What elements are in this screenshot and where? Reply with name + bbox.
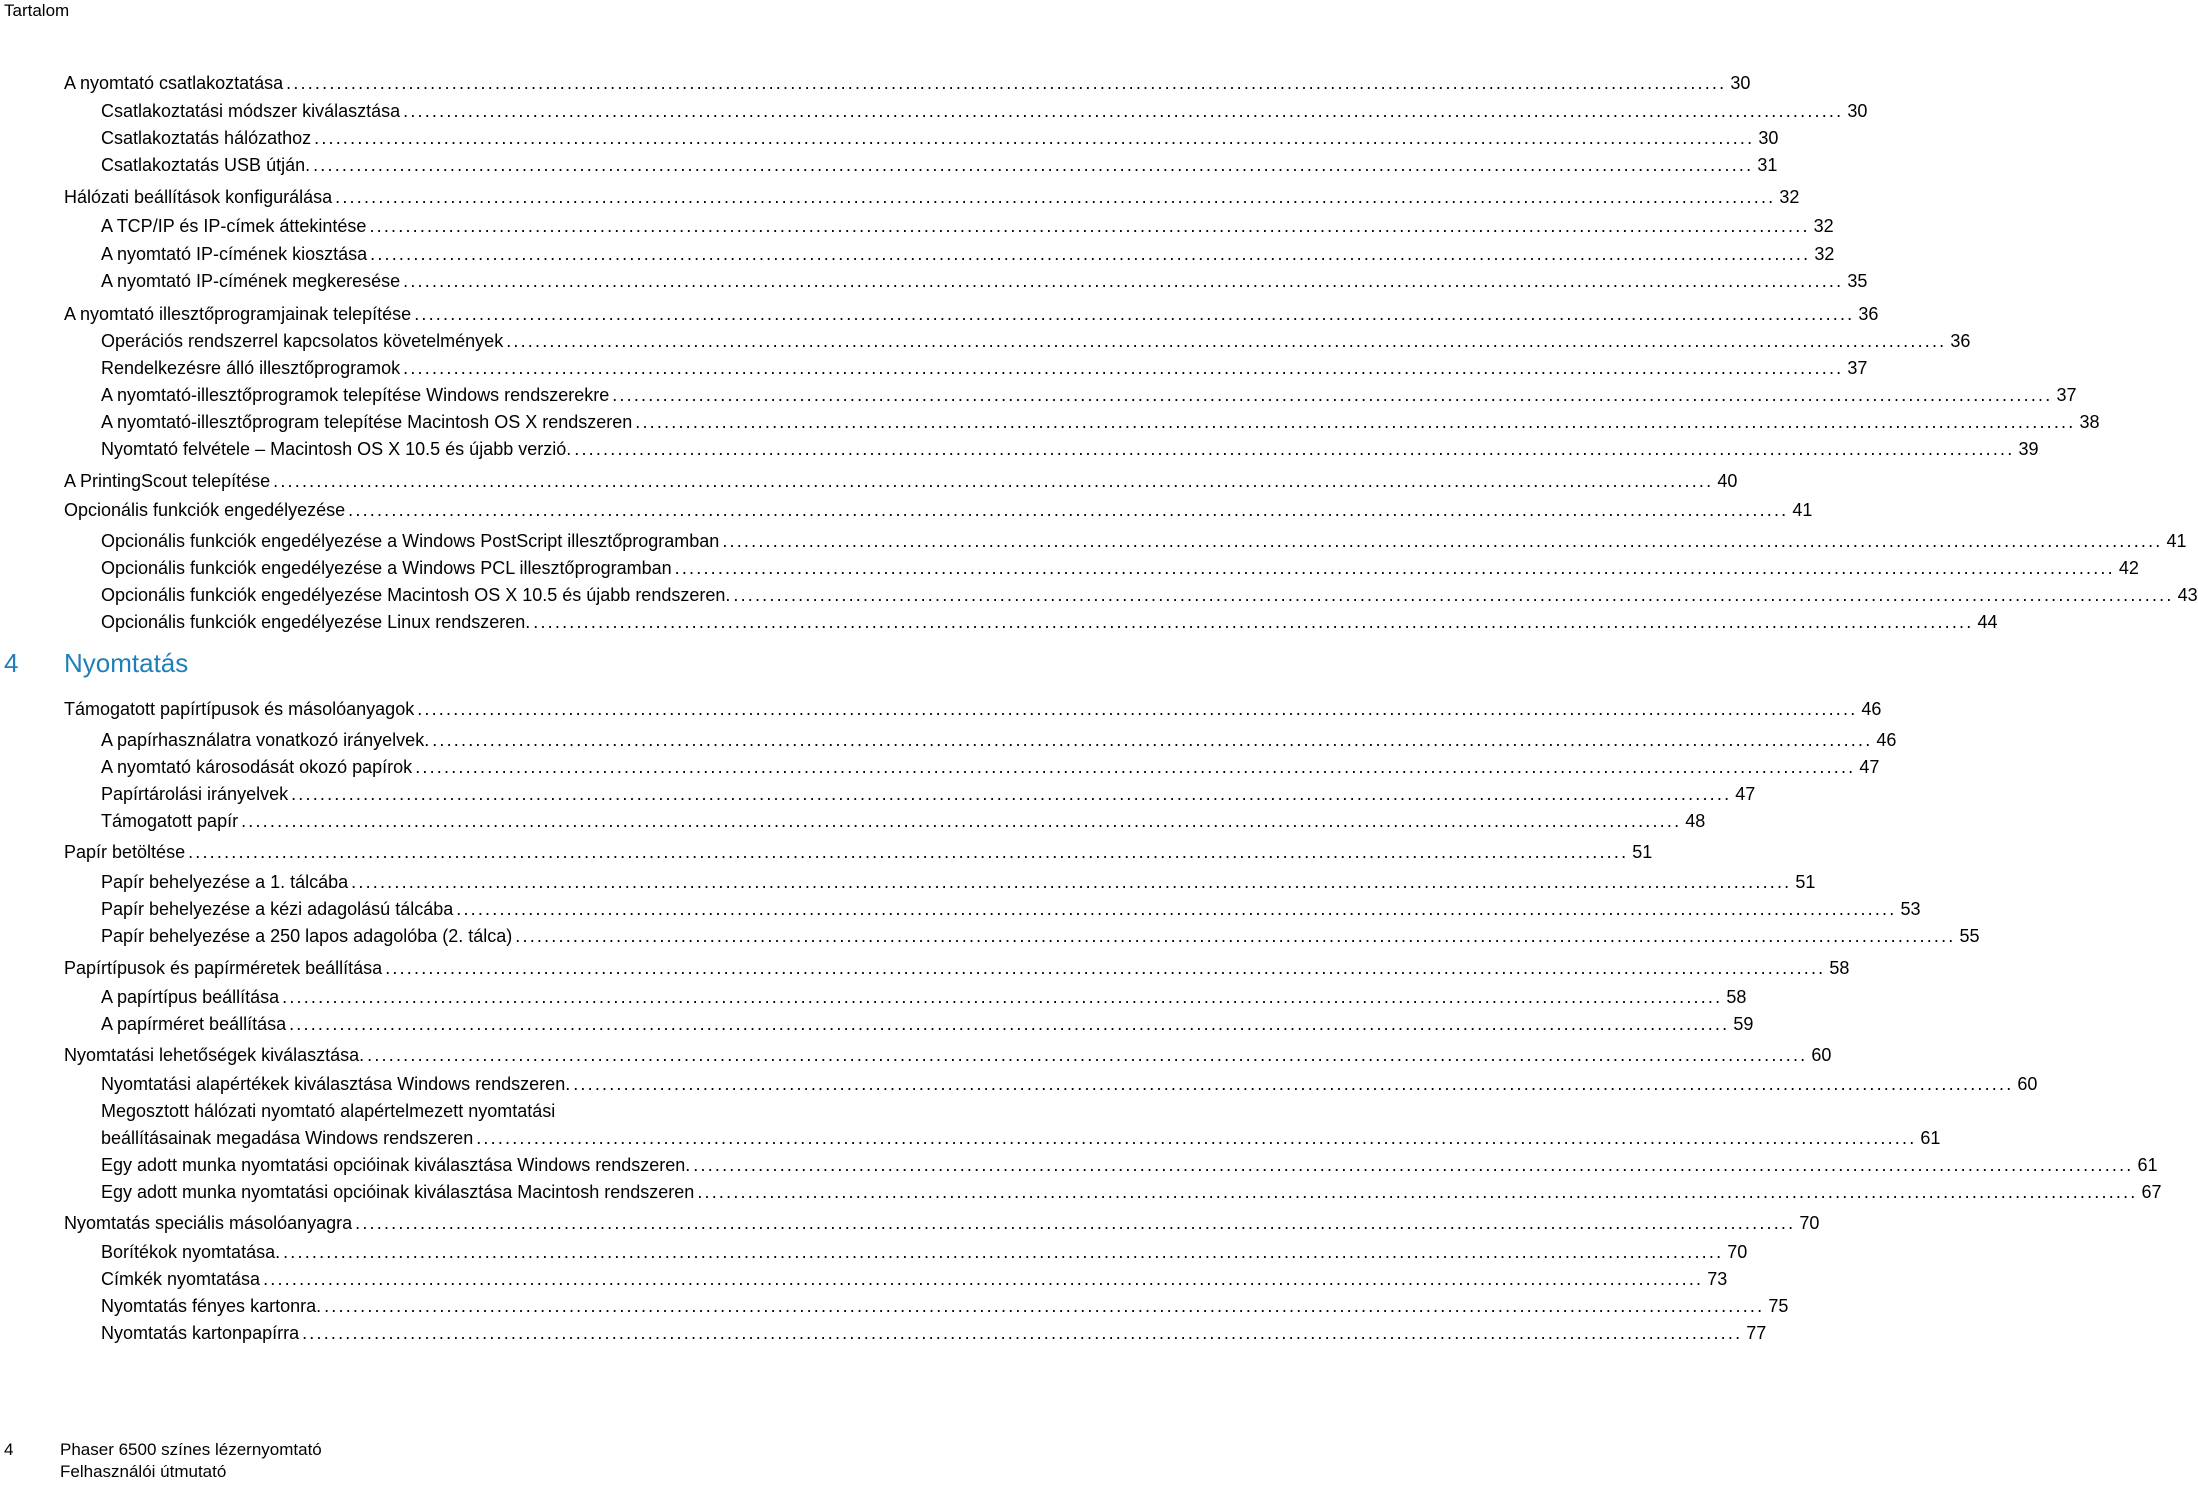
toc-dot-leader: ........................................................................................................................................................................................................ xyxy=(314,128,1755,148)
toc-page-number[interactable]: 38 xyxy=(2079,412,2100,432)
toc-dot-leader: ........................................................................................................................................................................................................ xyxy=(403,271,1844,291)
toc-subsection-entry[interactable] xyxy=(101,584,2198,606)
toc-dot-leader: ........................................................................................................................................................................................................ xyxy=(693,1155,2134,1175)
toc-page-number[interactable]: 32 xyxy=(1779,187,1800,207)
toc-section-entry[interactable] xyxy=(64,698,1882,720)
toc-section-entry[interactable] xyxy=(64,186,1800,208)
toc-subsection-entry[interactable] xyxy=(101,1127,1941,1149)
toc-page-number[interactable]: 32 xyxy=(1813,216,1834,236)
toc-subsection-entry[interactable] xyxy=(101,611,1998,633)
toc-subsection-entry[interactable] xyxy=(101,530,2187,552)
toc-page-number[interactable]: 61 xyxy=(1920,1128,1941,1148)
toc-entry-title[interactable]: A PrintingScout telepítése xyxy=(64,471,271,491)
footer-manual-name: Felhasználói útmutató xyxy=(60,1462,227,1481)
toc-page-number[interactable]: 59 xyxy=(1733,1014,1754,1034)
toc-section-entry[interactable] xyxy=(64,72,1751,94)
toc-subsection-entry[interactable] xyxy=(101,1013,1754,1035)
toc-page-number[interactable]: 37 xyxy=(2056,385,2077,405)
toc-dot-leader: ........................................................................................................................................................................................................ xyxy=(476,1128,1917,1148)
toc-subsection-entry[interactable] xyxy=(101,1268,1728,1290)
toc-entry-title[interactable]: A nyomtató illesztőprogramjainak telepítése xyxy=(64,304,412,324)
toc-subsection-entry[interactable] xyxy=(101,243,1835,265)
toc-dot-leader: ........................................................................................................................................................................................................ xyxy=(674,558,2115,578)
toc-entry-title[interactable]: Opcionális funkciók engedélyezése Macintosh OS X 10.5 és újabb rendszeren. xyxy=(101,585,731,605)
toc-section-entry[interactable] xyxy=(64,957,1850,979)
toc-dot-leader: ........................................................................................................................................................................................................ xyxy=(302,1323,1743,1343)
toc-page-number[interactable]: 41 xyxy=(1792,500,1813,520)
toc-entry-title[interactable]: Támogatott papírtípusok és másolóanyagok xyxy=(64,699,415,719)
toc-entry-title[interactable]: Papírtárolási irányelvek xyxy=(101,784,289,804)
toc-subsection-entry[interactable] xyxy=(101,1322,1767,1344)
toc-entry-title[interactable]: A nyomtató csatlakoztatása xyxy=(64,73,284,93)
toc-page-number[interactable]: 30 xyxy=(1730,73,1751,93)
toc-entry-title[interactable]: A papírméret beállítása xyxy=(101,1014,287,1034)
toc-page-number[interactable]: 77 xyxy=(1746,1323,1767,1343)
toc-dot-leader: ........................................................................................................................................................................................................ xyxy=(289,1014,1730,1034)
toc-dot-leader: ........................................................................................................................................................................................................ xyxy=(335,187,1776,207)
toc-subsection-entry[interactable] xyxy=(101,1154,2158,1176)
toc-dot-leader: ........................................................................................................................................................................................................ xyxy=(369,216,1810,236)
toc-page-number[interactable]: 36 xyxy=(1950,331,1971,351)
toc-subsection-entry[interactable] xyxy=(101,1181,2162,1203)
toc-dot-leader: ........................................................................................................................................................................................................ xyxy=(635,412,2076,432)
toc-entry-title[interactable]: A nyomtató-illesztőprogram telepítése Macintosh OS X rendszeren xyxy=(101,412,633,432)
toc-dot-leader: ........................................................................................................................................................................................................ xyxy=(351,872,1792,892)
toc-entry-title[interactable]: Papír behelyezése a 250 lapos adagolóba (2. tálca) xyxy=(101,926,513,946)
toc-entry-title[interactable]: Opcionális funkciók engedélyezése a Windows PCL illesztőprogramban xyxy=(101,558,672,578)
toc-dot-leader: ........................................................................................................................................................................................................ xyxy=(291,784,1732,804)
toc-page-number[interactable]: 30 xyxy=(1758,128,1779,148)
toc-entry-title[interactable]: Nyomtató felvétele – Macintosh OS X 10.5 és újabb verzió. xyxy=(101,439,572,459)
toc-subsection-entry[interactable] xyxy=(101,783,1756,805)
toc-dot-leader: ........................................................................................................................................................................................................ xyxy=(282,987,1723,1007)
toc-dot-leader: ........................................................................................................................................................................................................ xyxy=(414,304,1855,324)
chapter-number: 4 xyxy=(4,648,19,678)
toc-subsection-entry[interactable] xyxy=(101,270,1868,292)
toc-page-number[interactable]: 60 xyxy=(1811,1045,1832,1065)
toc-dot-leader: ........................................................................................................................................................................................................ xyxy=(188,842,1629,862)
toc-entry-title[interactable]: Támogatott papír xyxy=(101,811,239,831)
toc-subsection-entry[interactable] xyxy=(101,925,1980,947)
toc-dot-leader: ........................................................................................................................................................................................................ xyxy=(355,1213,1796,1233)
toc-page-number[interactable]: 47 xyxy=(1859,757,1880,777)
toc-subsection-entry[interactable] xyxy=(101,557,2139,579)
toc-entry-title[interactable]: Papírtípusok és papírméretek beállítása xyxy=(64,958,383,978)
toc-page-number[interactable]: 53 xyxy=(1900,899,1921,919)
toc-section-entry[interactable] xyxy=(64,303,1879,325)
toc-dot-leader: ........................................................................................................................................................................................................ xyxy=(506,331,1947,351)
toc-page-number[interactable]: 36 xyxy=(1858,304,1879,324)
toc-dot-leader: ........................................................................................................................................................................................................ xyxy=(241,811,1682,831)
toc-entry-title[interactable]: Rendelkezésre álló illesztőprogramok xyxy=(101,358,401,378)
toc-entry-title[interactable]: A nyomtató-illesztőprogramok telepítése Windows rendszerekre xyxy=(101,385,610,405)
toc-page-number[interactable]: 55 xyxy=(1959,926,1980,946)
toc-entry-title[interactable]: A nyomtató károsodását okozó papírok xyxy=(101,757,413,777)
toc-dot-leader: ........................................................................................................................................................................................................ xyxy=(286,73,1727,93)
toc-entry-title[interactable]: A papírhasználatra vonatkozó irányelvek. xyxy=(101,730,430,750)
toc-entry-title[interactable]: A TCP/IP és IP-címek áttekintése xyxy=(101,216,367,236)
toc-dot-leader: ........................................................................................................................................................................................................ xyxy=(313,155,1754,175)
toc-entry-title[interactable]: A nyomtató IP-címének megkeresése xyxy=(101,271,401,291)
toc-dot-leader: ........................................................................................................................................................................................................ xyxy=(370,244,1811,264)
toc-entry-title[interactable]: Nyomtatási lehetőségek kiválasztása. xyxy=(64,1045,365,1065)
toc-dot-leader: ........................................................................................................................................................................................................ xyxy=(283,1242,1724,1262)
toc-page-number[interactable]: 41 xyxy=(2166,531,2187,551)
toc-entry-title[interactable]: Csatlakoztatás hálózathoz xyxy=(101,128,312,148)
toc-dot-leader: ........................................................................................................................................................................................................ xyxy=(733,585,2174,605)
toc-dot-leader: ........................................................................................................................................................................................................ xyxy=(574,439,2015,459)
footer-product-name: Phaser 6500 színes lézernyomtató xyxy=(60,1440,322,1459)
toc-entry-title[interactable]: Papír betöltése xyxy=(64,842,186,862)
toc-dot-leader: ........................................................................................................................................................................................................ xyxy=(722,531,2163,551)
toc-subsection-entry[interactable] xyxy=(101,1073,2038,1095)
toc-page-number[interactable]: 48 xyxy=(1685,811,1706,831)
toc-subsection-entry[interactable] xyxy=(101,411,2100,433)
toc-subsection-entry[interactable] xyxy=(101,871,1816,893)
toc-entry-title[interactable]: A papírtípus beállítása xyxy=(101,987,280,1007)
toc-page-number[interactable]: 31 xyxy=(1757,155,1778,175)
toc-dot-leader: ........................................................................................................................................................................................................ xyxy=(417,699,1858,719)
toc-dot-leader: ........................................................................................................................................................................................................ xyxy=(432,730,1873,750)
toc-dot-leader: ........................................................................................................................................................................................................ xyxy=(573,1074,2014,1094)
toc-page-number[interactable]: 35 xyxy=(1847,271,1868,291)
toc-subsection-entry[interactable] xyxy=(101,438,2039,460)
toc-entry-title[interactable]: Nyomtatás kartonpapírra xyxy=(101,1323,300,1343)
toc-subsection-entry[interactable] xyxy=(101,357,1868,379)
toc-page-number[interactable]: 70 xyxy=(1799,1213,1820,1233)
toc-page-number[interactable]: 58 xyxy=(1726,987,1747,1007)
toc-dot-leader: ........................................................................................................................................................................................................ xyxy=(403,358,1844,378)
footer-page-number: 4 xyxy=(4,1440,14,1459)
toc-section-entry[interactable] xyxy=(64,1044,1832,1066)
toc-page-number[interactable]: 44 xyxy=(1977,612,1998,632)
toc-entry-title[interactable]: Borítékok nyomtatása. xyxy=(101,1242,281,1262)
toc-entry-title-line[interactable]: Megosztott hálózati nyomtató alapértelmezett nyomtatási xyxy=(101,1101,556,1121)
toc-page-number[interactable]: 32 xyxy=(1814,244,1835,264)
toc-page-number[interactable]: 58 xyxy=(1829,958,1850,978)
toc-page-number[interactable]: 51 xyxy=(1795,872,1816,892)
toc-entry-title[interactable]: beállításainak megadása Windows rendszeren xyxy=(101,1128,474,1148)
toc-entry-title[interactable]: Opcionális funkciók engedélyezése a Windows PostScript illesztőprogramban xyxy=(101,531,720,551)
toc-dot-leader: ........................................................................................................................................................................................................ xyxy=(515,926,1956,946)
toc-entry-title[interactable]: Csatlakoztatás USB útján. xyxy=(101,155,311,175)
toc-subsection-entry[interactable] xyxy=(101,756,1880,778)
toc-page-number[interactable]: 60 xyxy=(2017,1074,2038,1094)
toc-page-number[interactable]: 67 xyxy=(2141,1182,2162,1202)
toc-subsection-entry[interactable] xyxy=(101,898,1921,920)
toc-dot-leader: ........................................................................................................................................................................................................ xyxy=(263,1269,1704,1289)
toc-section-entry[interactable] xyxy=(64,841,1653,863)
toc-subsection-entry[interactable] xyxy=(101,215,1834,237)
toc-entry-title[interactable]: Nyomtatási alapértékek kiválasztása Windows rendszeren. xyxy=(101,1074,571,1094)
chapter-title: Nyomtatás xyxy=(64,648,189,678)
header-title: Tartalom xyxy=(4,1,70,20)
toc-subsection-entry[interactable] xyxy=(101,154,1778,176)
toc-subsection-entry[interactable] xyxy=(101,100,1868,122)
toc-page-number[interactable]: 47 xyxy=(1735,784,1756,804)
toc-page-number[interactable]: 39 xyxy=(2018,439,2039,459)
toc-dot-leader: ........................................................................................................................................................................................................ xyxy=(415,757,1856,777)
toc-entry-title[interactable]: Csatlakoztatási módszer kiválasztása xyxy=(101,101,401,121)
toc-subsection-entry[interactable] xyxy=(101,729,1897,751)
toc-dot-leader: ........................................................................................................................................................................................................ xyxy=(533,612,1974,632)
toc-subsection-entry[interactable] xyxy=(101,384,2077,406)
toc-subsection-entry[interactable] xyxy=(101,127,1779,149)
toc-subsection-entry[interactable] xyxy=(101,810,1706,832)
toc-dot-leader: ........................................................................................................................................................................................................ xyxy=(697,1182,2138,1202)
toc-page-number[interactable]: 40 xyxy=(1717,471,1738,491)
toc-dot-leader: ........................................................................................................................................................................................................ xyxy=(456,899,1897,919)
toc-entry-title[interactable]: A nyomtató IP-címének kiosztása xyxy=(101,244,368,264)
toc-entry-title[interactable]: Egy adott munka nyomtatási opcióinak kiválasztása Macintosh rendszeren xyxy=(101,1182,695,1202)
toc-entry-title[interactable]: Opcionális funkciók engedélyezése xyxy=(64,500,346,520)
toc-page-number[interactable]: 46 xyxy=(1861,699,1882,719)
toc-page-number[interactable]: 70 xyxy=(1727,1242,1748,1262)
toc-entry-title[interactable]: Címkék nyomtatása xyxy=(101,1269,261,1289)
toc-section-entry[interactable] xyxy=(64,470,1738,492)
toc-page-number[interactable]: 37 xyxy=(1847,358,1868,378)
toc-page-number[interactable]: 43 xyxy=(2177,585,2198,605)
toc-entry-title[interactable]: Egy adott munka nyomtatási opcióinak kiválasztása Windows rendszeren. xyxy=(101,1155,691,1175)
toc-page-number[interactable]: 61 xyxy=(2137,1155,2158,1175)
toc-dot-leader: ........................................................................................................................................................................................................ xyxy=(273,471,1714,491)
toc-page-number[interactable]: 73 xyxy=(1707,1269,1728,1289)
toc-entry-title[interactable]: Opcionális funkciók engedélyezése Linux rendszeren. xyxy=(101,612,531,632)
toc-dot-leader: ........................................................................................................................................................................................................ xyxy=(612,385,2053,405)
toc-entry-title[interactable]: Nyomtatás fényes kartonra. xyxy=(101,1296,322,1316)
toc-dot-leader: ........................................................................................................................................................................................................ xyxy=(348,500,1789,520)
toc-page-number[interactable]: 46 xyxy=(1876,730,1897,750)
toc-dot-leader: ........................................................................................................................................................................................................ xyxy=(324,1296,1765,1316)
toc-page-number[interactable]: 51 xyxy=(1632,842,1653,862)
toc-subsection-entry[interactable] xyxy=(101,330,1971,352)
toc-page-number[interactable]: 42 xyxy=(2118,558,2139,578)
toc-subsection-entry[interactable] xyxy=(101,1241,1748,1263)
toc-section-entry[interactable] xyxy=(64,499,1813,521)
toc-entry-title[interactable]: Nyomtatás speciális másolóanyagra xyxy=(64,1213,353,1233)
toc-dot-leader: ........................................................................................................................................................................................................ xyxy=(367,1045,1808,1065)
toc-subsection-entry[interactable] xyxy=(101,1295,1789,1317)
toc-entry-title[interactable]: Hálózati beállítások konfigurálása xyxy=(64,187,333,207)
toc-entry-title[interactable]: Papír behelyezése a kézi adagolású tálcába xyxy=(101,899,454,919)
toc-page-number[interactable]: 30 xyxy=(1847,101,1868,121)
toc-entry-title[interactable]: Papír behelyezése a 1. tálcába xyxy=(101,872,349,892)
toc-dot-leader: ........................................................................................................................................................................................................ xyxy=(403,101,1844,121)
toc-section-entry[interactable] xyxy=(64,1212,1820,1234)
toc-dot-leader: ........................................................................................................................................................................................................ xyxy=(385,958,1826,978)
toc-page-number[interactable]: 75 xyxy=(1768,1296,1789,1316)
toc-subsection-entry[interactable] xyxy=(101,986,1747,1008)
toc-entry-title[interactable]: Operációs rendszerrel kapcsolatos követelmények xyxy=(101,331,504,351)
